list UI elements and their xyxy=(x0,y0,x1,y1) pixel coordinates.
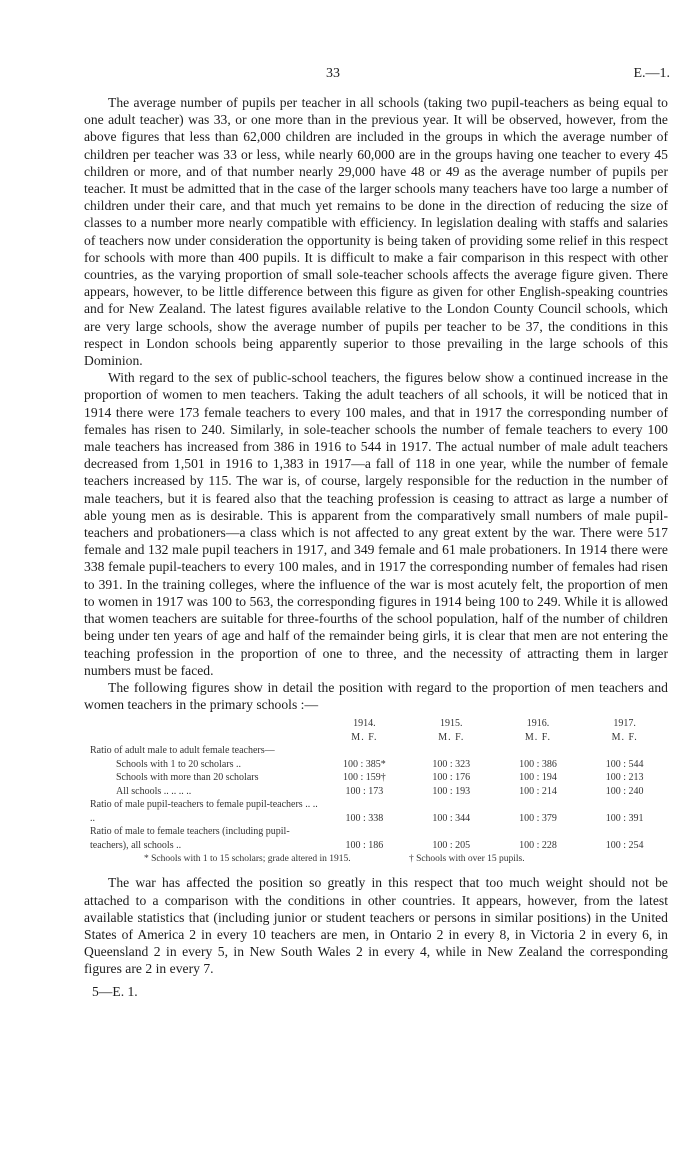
mf-header: M. F. xyxy=(524,731,552,743)
row-label: Ratio of male to female teachers (including pupil-teachers), all schools .. xyxy=(90,826,290,851)
report-code: E.—1. xyxy=(633,66,670,81)
row-label: Ratio of adult male to adult female teachers— xyxy=(90,745,275,757)
ratio-cell: 100 : 205 xyxy=(432,839,471,851)
row-label: Schools with more than 20 scholars xyxy=(116,772,259,784)
ratio-table-wrapper xyxy=(84,717,668,864)
body-text xyxy=(84,94,668,1000)
ratio-cell: 100 : 193 xyxy=(432,785,471,797)
table-row xyxy=(84,771,668,785)
ratio-cell xyxy=(321,744,408,758)
footnote-asterisk: * Schools with 1 to 15 scholars; grade altered in 1915. xyxy=(144,854,351,865)
ratio-cell xyxy=(408,744,495,758)
table-row xyxy=(84,758,668,772)
ratio-cell: 100 : 254 xyxy=(605,839,644,851)
ratio-cell xyxy=(495,744,582,758)
page-header xyxy=(0,66,700,86)
page-number: 33 xyxy=(326,66,340,81)
ratio-cell: 100 : 379 xyxy=(519,812,557,824)
ratio-cell: 100 : 391 xyxy=(605,812,644,824)
ratio-cell: 100 : 344 xyxy=(432,812,471,824)
ratio-cell: 100 : 386 xyxy=(519,758,557,770)
mf-header: M. F. xyxy=(611,731,638,743)
ratio-cell: 100 : 176 xyxy=(432,772,471,784)
table-row xyxy=(84,825,668,852)
ratio-cell: 100 : 173 xyxy=(345,785,384,797)
paragraph-international-comparison: The war has affected the position so greatly in this respect that too much weight should not be attached to a comparison with the conditions in other countries. It appears, however, from the latest available statistics that (including junior or student teachers or persons in similar positions) in the United States of America 2 in every 10 teachers are men, in Ontario 2 in every 8, in Victoria 2 in every 6, in Queensland 2 in every 5, in New South Wales 2 in every 4, while in New Zealand the corresponding figures are 2 in every 7. xyxy=(84,875,668,977)
table-year-header-row xyxy=(84,717,668,731)
ratio-cell: 100 : 323 xyxy=(432,758,471,770)
paragraph-sex-of-teachers: With regard to the sex of public-school teachers, the figures below show a continued increase in the proportion of women to men teachers. Taking the adult teachers of all schools, it will be noticed that in 1914 there were 173 female teachers to every 100 males, and that in 1917 the corresponding number of females has risen to 240. Similarly, in sole-teacher schools the number of female teachers to every 100 male teachers has increased from 386 in 1916 to 544 in 1917. The actual number of male adult teachers decreased from 1,501 in 1916 to 1,383 in 1917—a fall of 118 in one year, while the number of female teachers increased by 115. The war is, of course, largely responsible for the reduction in the number of male teachers, but it is feared also that the teaching profession is ceasing to attract as large a number of able young men as is desirable. This is apparent from the comparatively small numbers of male pupil-teachers and probationers—a class which is not affected to any great extent by the war. There were 517 female and 132 male pupil teachers in 1917, and 349 female and 61 male probationers. In 1914 there were 338 female pupil-teachers to every 100 males, and in 1917 the corresponding number of females had risen to 391. In the training colleges, where the influence of the war is most acutely felt, the proportion of men to women in 1917 was 100 to 563, the corresponding figures in 1914 being 100 to 249. While it is allowed that women teachers are suitable for three-fourths of the school population, half of the number of children being under ten years of age and half of the remainder being girls, it is clear that men are not entering the teaching profession in the proportion of one to three, and the necessity of attracting them in larger numbers must be faced. xyxy=(84,370,668,678)
signature-mark: 5—E. 1. xyxy=(92,983,138,999)
row-label: All schools .. .. .. .. xyxy=(116,785,192,797)
paragraph-pupils-per-teacher: The average number of pupils per teacher in all schools (taking two pupil-teachers as being equal to one adult teacher) was 33, or one more than in the previous year. It will be observed, however, from the above figures that less than 62,000 children are included in the groups in which the average number of children per teacher was 33 or less, while nearly 60,000 are in the groups having one teacher to every 45 children or more, and of that number nearly 29,000 have 48 or 49 as the average number of pupils per teacher. It must be admitted that in the case of the larger schools many teachers have too large a number of children under their care, and that much yet remains to be done in the direction of reducing the size of classes to a number more nearly compatible with efficiency. In legislation dealing with staffs and salaries of teachers now under consideration the opportunity is being taken of providing some relief in this respect for schools with more than 400 pupils. It is difficult to make a fair comparison in this respect with other countries, as the varying proportion of small sole-teacher schools affects the average figure given. There appears, however, to be little difference between this figure as given for other English-speaking countries and for New Zealand. The latest figures available relative to the London County Council schools, which are very large schools, show the average number of pupils per teacher to be 37, the conditions in this respect in London schools being apparently superior to those prevailing in the large schools of this Dominion. xyxy=(84,95,668,369)
paragraph-table-intro: The following figures show in detail the position with regard to the proportion of men teachers and women teachers in the primary schools :— xyxy=(84,679,668,713)
ratio-cell xyxy=(581,744,668,758)
ratio-cell: 100 : 159† xyxy=(342,772,386,784)
row-label: Ratio of male pupil-teachers to female pupil-teachers .. .. .. xyxy=(90,799,318,824)
table-footnotes xyxy=(144,854,668,864)
table-mf-header-row xyxy=(84,731,668,745)
footnote-dagger: † Schools with over 15 pupils. xyxy=(409,854,525,865)
table-row xyxy=(84,798,668,825)
mf-header: M. F. xyxy=(351,731,378,743)
ratio-cell: 100 : 338 xyxy=(345,812,384,824)
year-header: 1917. xyxy=(613,718,636,730)
ratio-cell: 100 : 213 xyxy=(605,772,644,784)
table-row xyxy=(84,785,668,799)
row-label: Schools with 1 to 20 scholars .. xyxy=(116,758,241,770)
year-header: 1915. xyxy=(440,718,463,730)
year-header: 1916. xyxy=(526,718,550,730)
ratio-cell: 100 : 186 xyxy=(345,839,384,851)
year-header: 1914. xyxy=(353,718,376,730)
ratio-cell: 100 : 544 xyxy=(605,758,644,770)
ratio-cell: 100 : 228 xyxy=(519,839,557,851)
mf-header: M. F. xyxy=(438,731,465,743)
ratio-cell: 100 : 214 xyxy=(519,785,557,797)
ratio-cell: 100 : 194 xyxy=(519,772,557,784)
table-row xyxy=(84,744,668,758)
ratio-cell: 100 : 240 xyxy=(605,785,644,797)
ratio-cell: 100 : 385* xyxy=(342,758,386,770)
teacher-ratio-table xyxy=(84,717,668,852)
